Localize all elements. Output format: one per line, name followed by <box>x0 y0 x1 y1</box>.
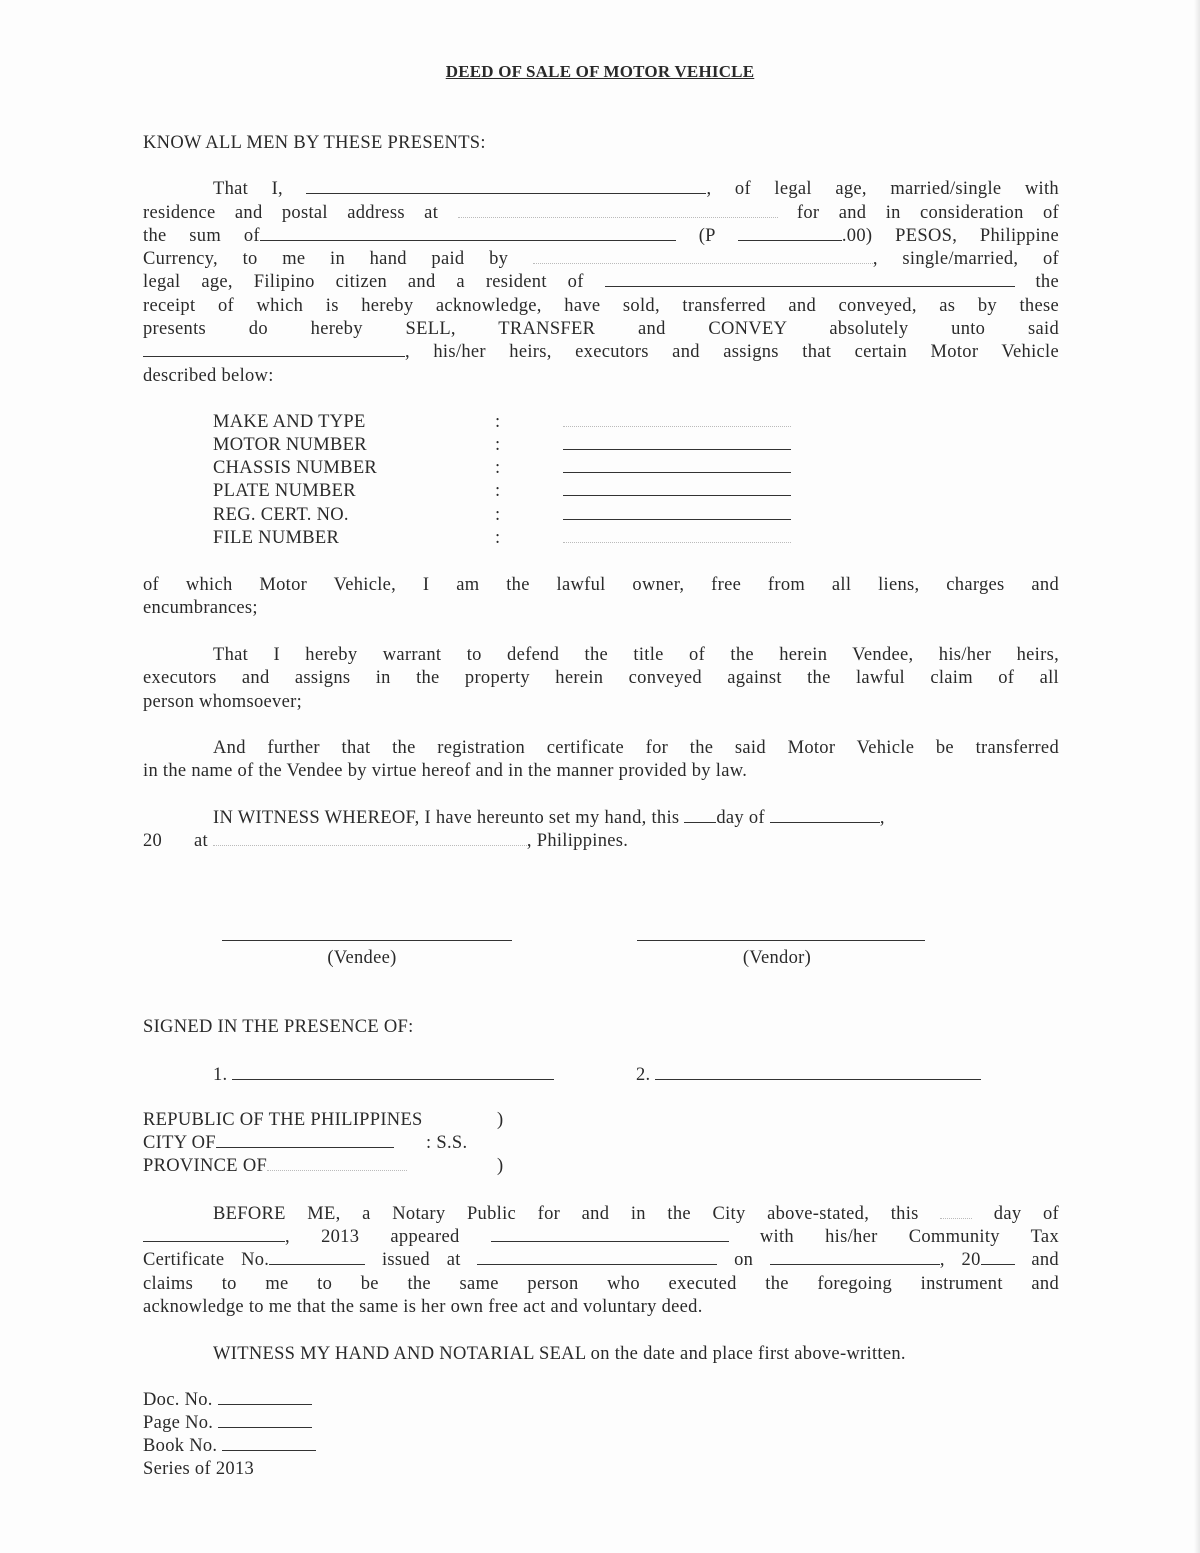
p1-line-5: legal age, Filipino citizen and a resident of the <box>143 272 1059 292</box>
p3-line-2: executors and assigns in the property herein conveyed against the lawful claim of all <box>143 668 1059 688</box>
page-edge-shadow <box>1194 0 1200 1553</box>
venue-republic: REPUBLIC OF THE PHILIPPINES ) <box>143 1110 504 1130</box>
vendor-label: (Vendor) <box>742 948 812 968</box>
p6-line-2: , 2013 appeared with his/her Community Tax <box>143 1227 1059 1248</box>
witness-heading: SIGNED IN THE PRESENCE OF: <box>143 1017 414 1037</box>
p3-line-3: person whomsoever; <box>143 692 303 712</box>
witness-2: 2. <box>636 1065 996 1086</box>
p4-line-2: in the name of the Vendee by virtue hereof and in the manner provided by law. <box>143 761 748 781</box>
p1-line-2: residence and postal address at for and in consideration of <box>143 203 1059 223</box>
p5-line-1: IN WITNESS WHEREOF, I have hereunto set my hand, this day of , <box>213 808 885 828</box>
vendor-name-blank <box>306 179 706 194</box>
page-no: Page No. <box>143 1413 443 1434</box>
p6-line-5: acknowledge to me that the same is her own free act and voluntary deed. <box>143 1297 703 1317</box>
p1-line-9: described below: <box>143 366 274 386</box>
appeared-name-blank <box>491 1227 729 1242</box>
field-motor-number: MOTOR NUMBER : <box>213 435 813 456</box>
vendee-unto-blank <box>143 342 405 357</box>
p4-line-1: And further that the registration certificate for the said Motor Vehicle be transferred <box>213 738 1059 758</box>
p1-line-8: , his/her heirs, executors and assigns that certain Motor Vehicle <box>143 342 1059 363</box>
p2-line-2: encumbrances; <box>143 598 258 618</box>
month-blank <box>770 808 880 823</box>
p1-line-3: the sum of (P .00) PESOS, Philippine <box>143 226 1059 246</box>
vendee-signature-line <box>222 940 512 941</box>
day-blank <box>684 808 716 823</box>
book-no: Book No. <box>143 1436 443 1457</box>
field-reg-cert-no: REG. CERT. NO. : <box>213 505 813 526</box>
vendor-address-blank <box>458 203 778 218</box>
document-title: DEED OF SALE OF MOTOR VEHICLE <box>445 62 755 81</box>
p6-line-3: Certificate No. issued at on , 20 and <box>143 1250 1059 1270</box>
place-blank <box>213 831 527 846</box>
vendee-label: (Vendee) <box>327 948 397 968</box>
p6-line-1: BEFORE ME, a Notary Public for and in the City above-stated, this day of <box>213 1204 1059 1224</box>
amount-figure-blank <box>738 226 842 241</box>
field-chassis-number: CHASSIS NUMBER : <box>213 458 813 479</box>
field-file-number: FILE NUMBER : <box>213 528 813 549</box>
p1-line-1: That I, , of legal age, married/single with <box>213 179 1059 199</box>
p1-line-4: Currency, to me in hand paid by , single/married, of <box>143 249 1059 269</box>
witness-1: 1. <box>213 1065 573 1086</box>
p2-line-1: of which Motor Vehicle, I am the lawful owner, free from all liens, charges and <box>143 575 1059 595</box>
vendee-name-blank <box>533 249 873 264</box>
venue-city: CITY OF : S.S. <box>143 1133 468 1153</box>
vendee-residence-blank <box>605 272 1015 287</box>
amount-words-blank <box>260 226 676 241</box>
venue-province: PROVINCE OF ) <box>143 1156 504 1176</box>
doc-no: Doc. No. <box>143 1390 443 1411</box>
vendor-signature-line <box>637 940 925 941</box>
field-plate-number: PLATE NUMBER : <box>213 481 813 502</box>
series: Series of 2013 <box>143 1459 255 1479</box>
intro-text: KNOW ALL MEN BY THESE PRESENTS: <box>143 133 486 153</box>
p3-line-1: That I hereby warrant to defend the title of the herein Vendee, his/her heirs, <box>213 645 1059 665</box>
p5-line-2: 20 at , Philippines. <box>143 831 629 851</box>
p1-line-6: receipt of which is hereby acknowledge, have sold, transferred and conveyed, as by these <box>143 296 1059 316</box>
field-make-type: MAKE AND TYPE : <box>213 412 813 433</box>
p6-line-4: claims to me to be the same person who executed the foregoing instrument and <box>143 1274 1059 1294</box>
p7-line: WITNESS MY HAND AND NOTARIAL SEAL on the date and place first above-written. <box>213 1344 906 1364</box>
p1-line-7: presents do hereby SELL, TRANSFER and CONVEY absolutely unto said <box>143 319 1059 339</box>
